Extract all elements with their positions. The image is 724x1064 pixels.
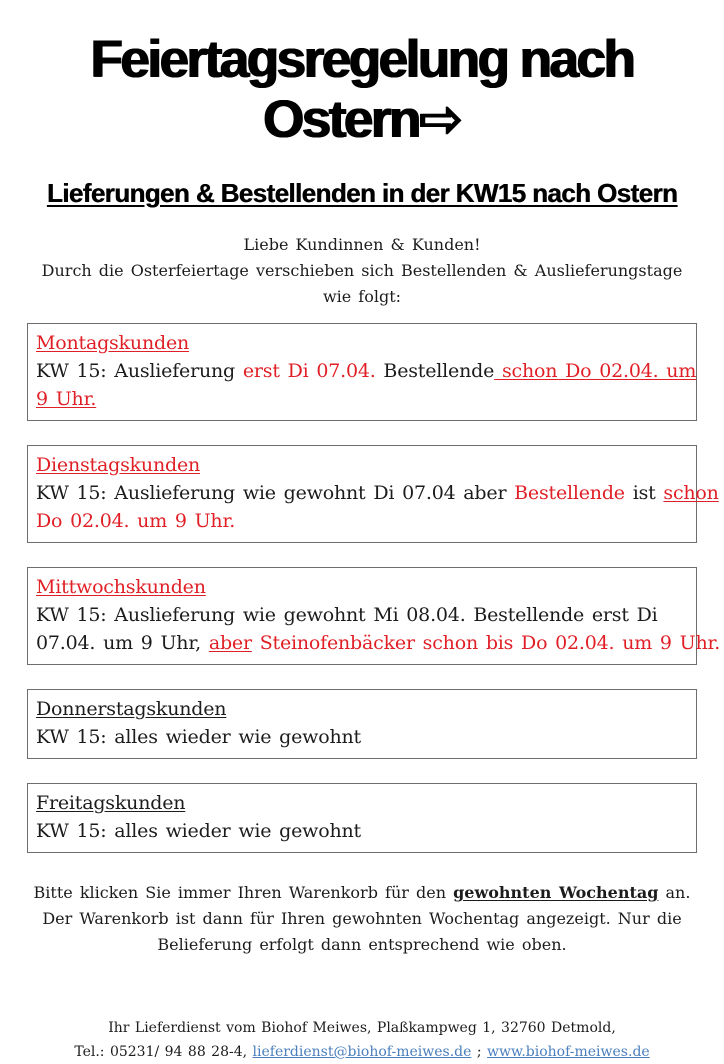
box-title-montagskunden: Montagskunden [36, 332, 190, 354]
text-line [36, 601, 688, 629]
text-line [27, 932, 697, 958]
text-run: erst Di 07.04. [242, 360, 376, 382]
info-box-donnerstagskunden [27, 689, 697, 759]
text-run: ist [624, 482, 664, 504]
page-subtitle: Lieferungen & Bestellenden in der KW15 nach Ostern [46, 178, 678, 208]
intro-explanation: Durch die Osterfeiertage verschieben sich Bestellenden & Auslieferungstage wie folgt: [41, 261, 683, 306]
text-run: KW 15: Auslieferung [36, 360, 243, 382]
text-run: 9 Uhr. [36, 388, 97, 410]
text-run: Der Warenkorb ist dann für Ihren gewohnten Wochentag angezeigt. Nur die [42, 909, 682, 928]
text-run: Do 02.04. um 9 Uhr. [36, 510, 236, 532]
info-box-freitagskunden [27, 783, 697, 853]
contact-footer [27, 1016, 697, 1064]
intro-greeting: Liebe Kundinnen & Kunden! [243, 235, 481, 254]
customer-day-boxes [27, 323, 721, 853]
text-run: schon Do 02.04. um [494, 360, 697, 382]
box-title-mittwochskunden: Mittwochskunden [36, 576, 206, 598]
text-line [36, 507, 688, 535]
info-box-mittwochskunden [27, 567, 721, 665]
contact-link[interactable]: lieferdienst@biohof-meiwes.de [252, 1044, 472, 1060]
intro-paragraph [27, 232, 697, 310]
text-run: Bitte klicken Sie immer Ihren Warenkorb für den [33, 883, 454, 902]
page-title [27, 30, 697, 150]
text-run: KW 15: alles wieder wie gewohnt [36, 820, 361, 842]
text-run: 07.04. um 9 Uhr, [36, 632, 209, 654]
text-line [27, 906, 697, 932]
text-line [36, 385, 688, 413]
text-run: Ihr Lieferdienst vom Biohof Meiwes, Plaßkampweg 1, 32760 Detmold, [108, 1020, 616, 1036]
text-run: KW 15: Auslieferung wie gewohnt Di 07.04 aber [36, 482, 515, 504]
box-title-dienstagskunden: Dienstagskunden [36, 454, 201, 476]
text-line [36, 723, 688, 751]
text-run: aber [208, 632, 252, 654]
page-title-line-2: Ostern⇨ [263, 90, 461, 149]
info-box-dienstagskunden [27, 445, 719, 543]
text-run: Belieferung erfolgt dann entsprechend wie oben. [157, 935, 567, 954]
text-line [36, 357, 697, 385]
text-line [27, 1016, 697, 1040]
text-line [27, 880, 697, 906]
contact-link[interactable]: www.biohof-meiwes.de [487, 1044, 650, 1060]
page-title-line-1: Feiertagsregelung nach [90, 30, 634, 89]
text-line [27, 1040, 697, 1064]
text-run: Bestellende [375, 360, 495, 382]
text-run: Tel.: 05231/ 94 88 28-4, [74, 1044, 253, 1060]
text-line [36, 629, 721, 657]
text-run: gewohnten Wochentag [453, 883, 659, 902]
text-line [36, 479, 719, 507]
text-run: Bestellende [514, 482, 625, 504]
text-run: Steinofenbäcker schon bis Do 02.04. um 9 Uhr. [251, 632, 721, 654]
text-run: KW 15: alles wieder wie gewohnt [36, 726, 361, 748]
text-run: ; [471, 1044, 488, 1060]
text-line [36, 817, 688, 845]
text-run: KW 15: Auslieferung wie gewohnt Mi 08.04. Bestellende erst Di [36, 604, 658, 626]
box-title-donnerstagskunden: Donnerstagskunden [36, 698, 227, 720]
text-run: an. [658, 883, 691, 902]
text-run: schon [663, 482, 719, 504]
box-title-freitagskunden: Freitagskunden [36, 792, 186, 814]
cart-note-paragraph [27, 880, 697, 958]
info-box-montagskunden [27, 323, 697, 421]
